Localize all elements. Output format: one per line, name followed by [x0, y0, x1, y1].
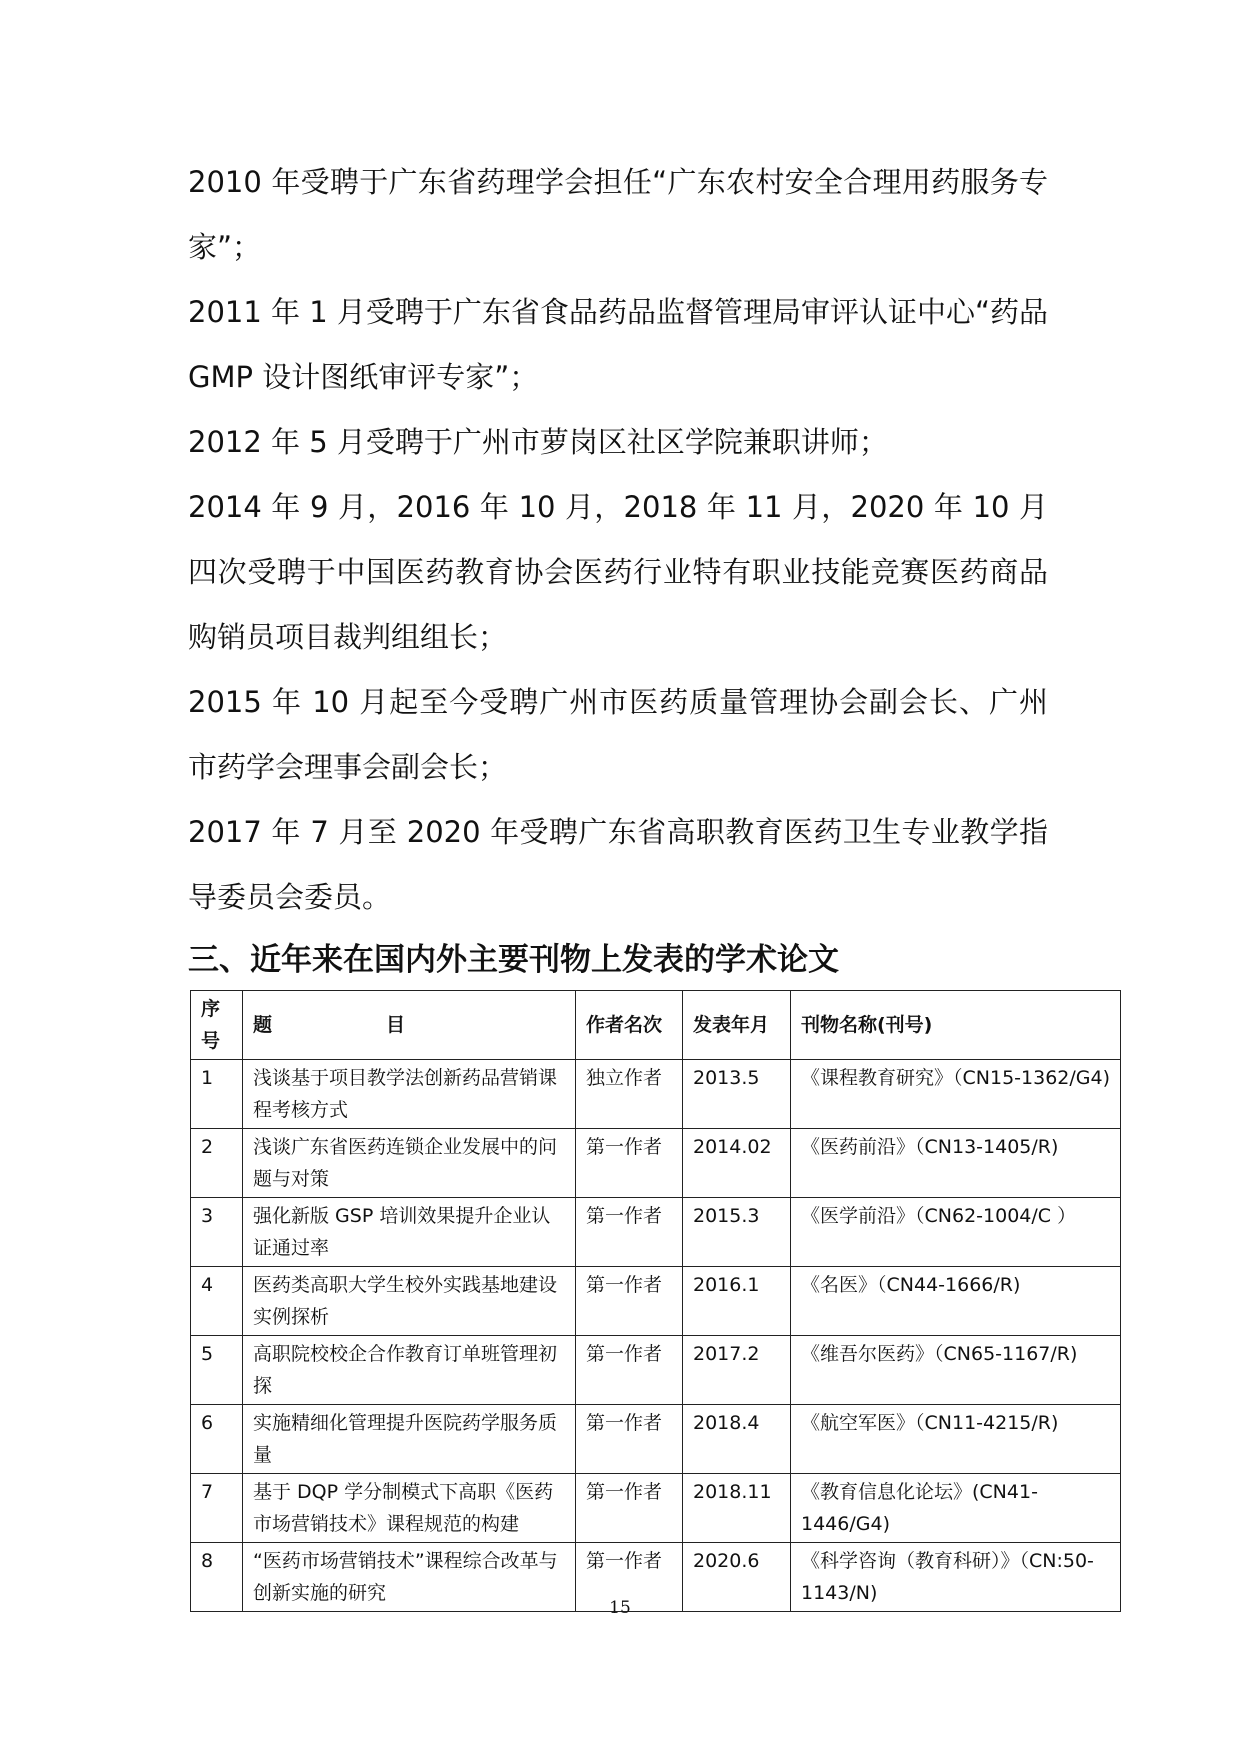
- cell-no: 2: [191, 1129, 243, 1198]
- paragraph: 2017 年 7 月至 2020 年受聘广东省高职教育医药卫生专业教学指导委员会委员。: [188, 815, 1048, 914]
- cell-journal: 《科学咨询（教育科研）》（CN:50-1143/N): [791, 1543, 1121, 1612]
- cell-rank: 第一作者: [576, 1129, 683, 1198]
- cell-rank: 第一作者: [576, 1474, 683, 1543]
- cell-title: 浅谈广东省医药连锁企业发展中的问题与对策: [243, 1129, 576, 1198]
- paragraph: 2011 年 1 月受聘于广东省食品药品监督管理局审评认证中心“药品 GMP 设计图纸审评专家”；: [188, 295, 1048, 394]
- cell-rank: 第一作者: [576, 1543, 683, 1612]
- section-heading: 三、近年来在国内外主要刊物上发表的学术论文: [188, 942, 839, 978]
- cell-date: 2018.4: [683, 1405, 791, 1474]
- paragraph: 2012 年 5 月受聘于广州市萝岗区社区学院兼职讲师；: [188, 425, 888, 459]
- cell-journal: 《维吾尔医药》（CN65-1167/R): [791, 1336, 1121, 1405]
- cell-title: 浅谈基于项目教学法创新药品营销课程考核方式: [243, 1060, 576, 1129]
- header-no: 序号: [191, 991, 243, 1060]
- header-journal: 刊物名称(刊号): [791, 991, 1121, 1060]
- cell-date: 2018.11: [683, 1474, 791, 1543]
- cell-rank: 第一作者: [576, 1267, 683, 1336]
- table-row: [191, 1129, 1121, 1198]
- cell-journal: 《名医》（CN44-1666/R): [791, 1267, 1121, 1336]
- header-date: 发表年月: [683, 991, 791, 1060]
- cell-journal: 《课程教育研究》（CN15-1362/G4): [791, 1060, 1121, 1129]
- cell-title: 基于 DQP 学分制模式下高职《医药市场营销技术》课程规范的构建: [243, 1474, 576, 1543]
- cell-no: 6: [191, 1405, 243, 1474]
- cell-rank: 第一作者: [576, 1198, 683, 1267]
- page-number: 15: [609, 1598, 631, 1618]
- cell-no: 5: [191, 1336, 243, 1405]
- paragraph: 2010 年受聘于广东省药理学会担任“广东农村安全合理用药服务专家”；: [188, 165, 1048, 264]
- cell-no: 8: [191, 1543, 243, 1612]
- cell-journal: 《航空军医》（CN11-4215/R): [791, 1405, 1121, 1474]
- header-rank: 作者名次: [576, 991, 683, 1060]
- table-row: [191, 1474, 1121, 1543]
- cell-date: 2017.2: [683, 1336, 791, 1405]
- table-row: [191, 1405, 1121, 1474]
- cell-journal: 《医药前沿》（CN13-1405/R): [791, 1129, 1121, 1198]
- cell-rank: 第一作者: [576, 1336, 683, 1405]
- paragraph: 2014 年 9 月，2016 年 10 月，2018 年 11 月，2020 年 10 月四次受聘于中国医药教育协会医药行业特有职业技能竞赛医药商品购销员项目裁判组组长；: [188, 490, 1048, 654]
- cell-no: 4: [191, 1267, 243, 1336]
- table-header-row: [191, 991, 1121, 1060]
- cell-date: 2020.6: [683, 1543, 791, 1612]
- cell-journal: 《教育信息化论坛》(CN41-1446/G4): [791, 1474, 1121, 1543]
- cell-date: 2013.5: [683, 1060, 791, 1129]
- table-row: [191, 1336, 1121, 1405]
- header-title: 题 目: [243, 991, 576, 1060]
- paragraph: 2015 年 10 月起至今受聘广州市医药质量管理协会副会长、广州市药学会理事会副会长；: [188, 685, 1048, 784]
- cell-no: 1: [191, 1060, 243, 1129]
- cell-date: 2016.1: [683, 1267, 791, 1336]
- cell-rank: 第一作者: [576, 1405, 683, 1474]
- cell-title: 强化新版 GSP 培训效果提升企业认证通过率: [243, 1198, 576, 1267]
- table-row: [191, 1267, 1121, 1336]
- cell-no: 7: [191, 1474, 243, 1543]
- appointments-list: [188, 150, 1048, 930]
- cell-title: “医药市场营销技术”课程综合改革与创新实施的研究: [243, 1543, 576, 1612]
- cell-title: 高职院校校企合作教育订单班管理初探: [243, 1336, 576, 1405]
- cell-no: 3: [191, 1198, 243, 1267]
- papers-table: [190, 990, 1121, 1612]
- cell-journal: 《医学前沿》（CN62-1004/C ）: [791, 1198, 1121, 1267]
- cell-rank: 独立作者: [576, 1060, 683, 1129]
- table-row: [191, 1198, 1121, 1267]
- cell-title: 实施精细化管理提升医院药学服务质量: [243, 1405, 576, 1474]
- cell-date: 2014.02: [683, 1129, 791, 1198]
- table-row: [191, 1060, 1121, 1129]
- cell-date: 2015.3: [683, 1198, 791, 1267]
- cell-title: 医药类高职大学生校外实践基地建设实例探析: [243, 1267, 576, 1336]
